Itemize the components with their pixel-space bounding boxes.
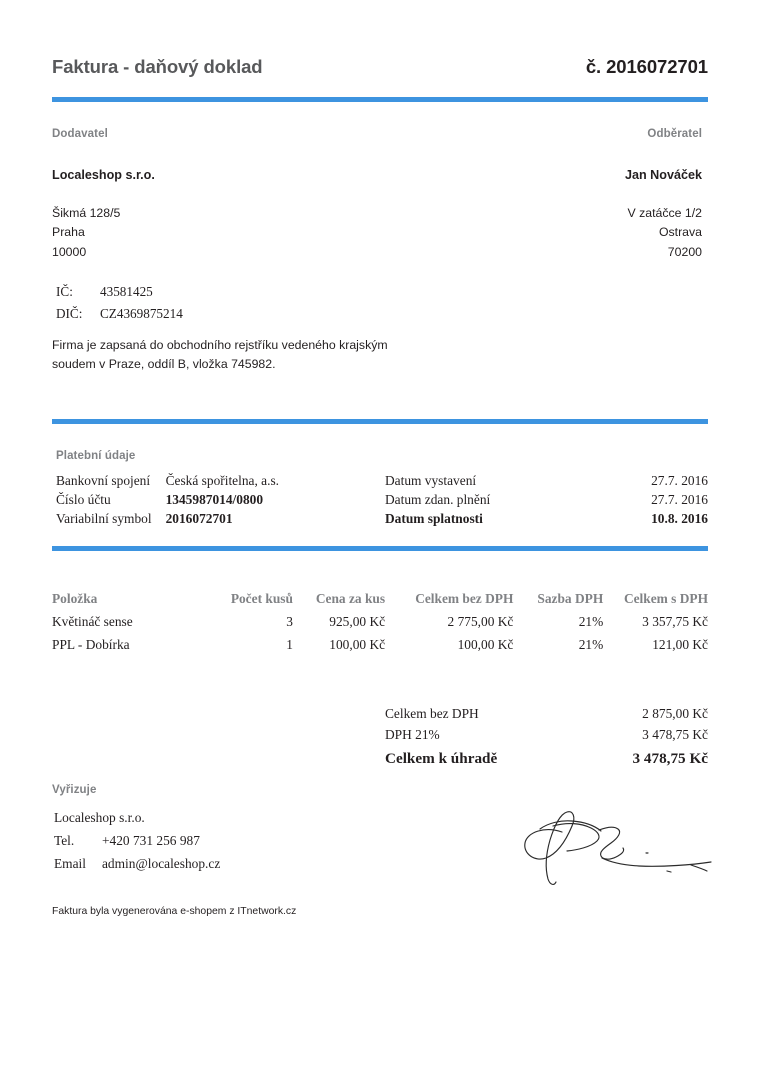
customer-zip: 70200 <box>667 244 702 259</box>
total-vat-label: DPH 21% <box>385 727 440 742</box>
supplier-address <box>52 204 372 262</box>
table-row <box>385 492 708 511</box>
item-gross-total: 3 357,75 Kč <box>642 614 708 629</box>
supplier-street: Šikmá 128/5 <box>52 206 121 220</box>
supplier-zip: 10000 <box>52 244 87 259</box>
table-row <box>385 727 708 748</box>
issue-date-label: Datum vystavení <box>385 473 477 488</box>
item-net-total: 2 775,00 Kč <box>447 614 514 629</box>
item-qty: 3 <box>286 614 293 629</box>
supplier-city: Praha <box>52 225 85 240</box>
item-qty: 1 <box>286 636 293 652</box>
table-row <box>385 706 708 727</box>
customer-city: Ostrava <box>658 225 702 240</box>
account-value: 1345987014/0800 <box>165 492 264 508</box>
divider-payment <box>52 546 708 551</box>
items-header-row <box>52 591 708 614</box>
supplier-ids <box>52 281 183 324</box>
phone-label: Tel. <box>54 833 75 848</box>
variable-symbol-value: 2016072701 <box>165 511 233 527</box>
page-title: Faktura - daňový doklad <box>52 56 263 77</box>
item-name: PPL - Dobírka <box>52 636 130 652</box>
ico-label: IČ: <box>56 284 73 300</box>
divider-parties <box>52 419 708 424</box>
handled-by-label: Vyřizuje <box>52 784 97 796</box>
total-net-value: 2 875,00 Kč <box>642 706 708 721</box>
supplier-name: Localeshop s.r.o. <box>52 168 155 182</box>
customer-label: Odběratel <box>647 128 702 140</box>
column-header-net-total: Celkem bez DPH <box>415 591 514 606</box>
contact-table <box>54 810 220 879</box>
customer-address <box>382 204 702 262</box>
table-row <box>56 492 279 511</box>
payment-details-label: Platební údaje <box>56 450 136 462</box>
table-row <box>56 511 279 530</box>
table-row <box>54 856 220 879</box>
grand-total-label: Celkem k úhradě <box>385 750 498 767</box>
divider-header <box>52 97 708 102</box>
variable-symbol-label: Variabilní symbol <box>56 511 152 527</box>
column-header-name: Položka <box>52 591 98 606</box>
registration-note: Firma je zapsaná do obchodního rejstříku vedeného krajským soudem v Praze, oddíl B, vložka 745982. <box>52 338 388 372</box>
item-net-total: 100,00 Kč <box>457 636 514 652</box>
bank-label: Bankovní spojení <box>56 473 151 488</box>
invoice-header <box>52 56 708 78</box>
email-value: admin@localeshop.cz <box>101 856 221 871</box>
item-gross-total: 121,00 Kč <box>652 636 708 652</box>
table-row <box>52 281 183 303</box>
account-label: Číslo účtu <box>56 492 111 508</box>
dates-table <box>385 473 708 531</box>
item-unit-price: 925,00 Kč <box>329 614 386 629</box>
payment-details-table <box>56 473 279 531</box>
item-unit-price: 100,00 Kč <box>329 636 386 652</box>
issue-date-value: 27.7. 2016 <box>651 473 708 488</box>
customer-street: V zatáčce 1/2 <box>627 206 702 220</box>
signature-image <box>515 796 720 886</box>
supply-date-value: 27.7. 2016 <box>651 492 708 508</box>
customer-block <box>382 128 702 262</box>
bank-value: Česká spořitelna, a.s. <box>165 473 280 488</box>
ico-value: 43581425 <box>100 284 153 300</box>
phone-value: +420 731 256 987 <box>101 833 200 848</box>
invoice-number: č. 2016072701 <box>585 56 708 77</box>
supplier-label: Dodavatel <box>52 128 108 140</box>
table-row <box>54 833 220 856</box>
table-row <box>52 637 708 660</box>
column-header-gross-total: Celkem s DPH <box>623 591 708 606</box>
items-table <box>52 591 708 659</box>
item-name: Květináč sense <box>52 614 133 629</box>
supply-date-label: Datum zdan. plnění <box>385 492 491 508</box>
total-vat-value: 3 478,75 Kč <box>642 727 708 742</box>
table-row <box>385 748 708 773</box>
table-row <box>385 511 708 530</box>
item-vat-rate: 21% <box>578 636 604 652</box>
grand-total-value: 3 478,75 Kč <box>632 750 708 767</box>
due-date-value: 10.8. 2016 <box>651 511 708 527</box>
email-label: Email <box>54 856 86 871</box>
table-row <box>54 810 220 833</box>
column-header-qty: Počet kusů <box>230 591 293 606</box>
contact-company: Localeshop s.r.o. <box>54 810 145 825</box>
table-row <box>52 303 183 325</box>
column-header-unit-price: Cena za kus <box>315 591 386 606</box>
footer-note: Faktura byla vygenerována e-shopem z ITnetwork.cz <box>52 906 297 917</box>
table-row <box>385 473 708 492</box>
due-date-label: Datum splatnosti <box>385 511 483 527</box>
totals-table <box>385 706 708 773</box>
dic-value: CZ4369875214 <box>100 305 183 321</box>
table-row <box>56 473 279 492</box>
table-row <box>52 614 708 637</box>
dic-label: DIČ: <box>56 305 83 321</box>
item-vat-rate: 21% <box>578 614 604 629</box>
customer-name: Jan Nováček <box>624 168 702 182</box>
column-header-vat-rate: Sazba DPH <box>537 591 604 606</box>
total-net-label: Celkem bez DPH <box>385 706 479 721</box>
supplier-block <box>52 128 372 324</box>
